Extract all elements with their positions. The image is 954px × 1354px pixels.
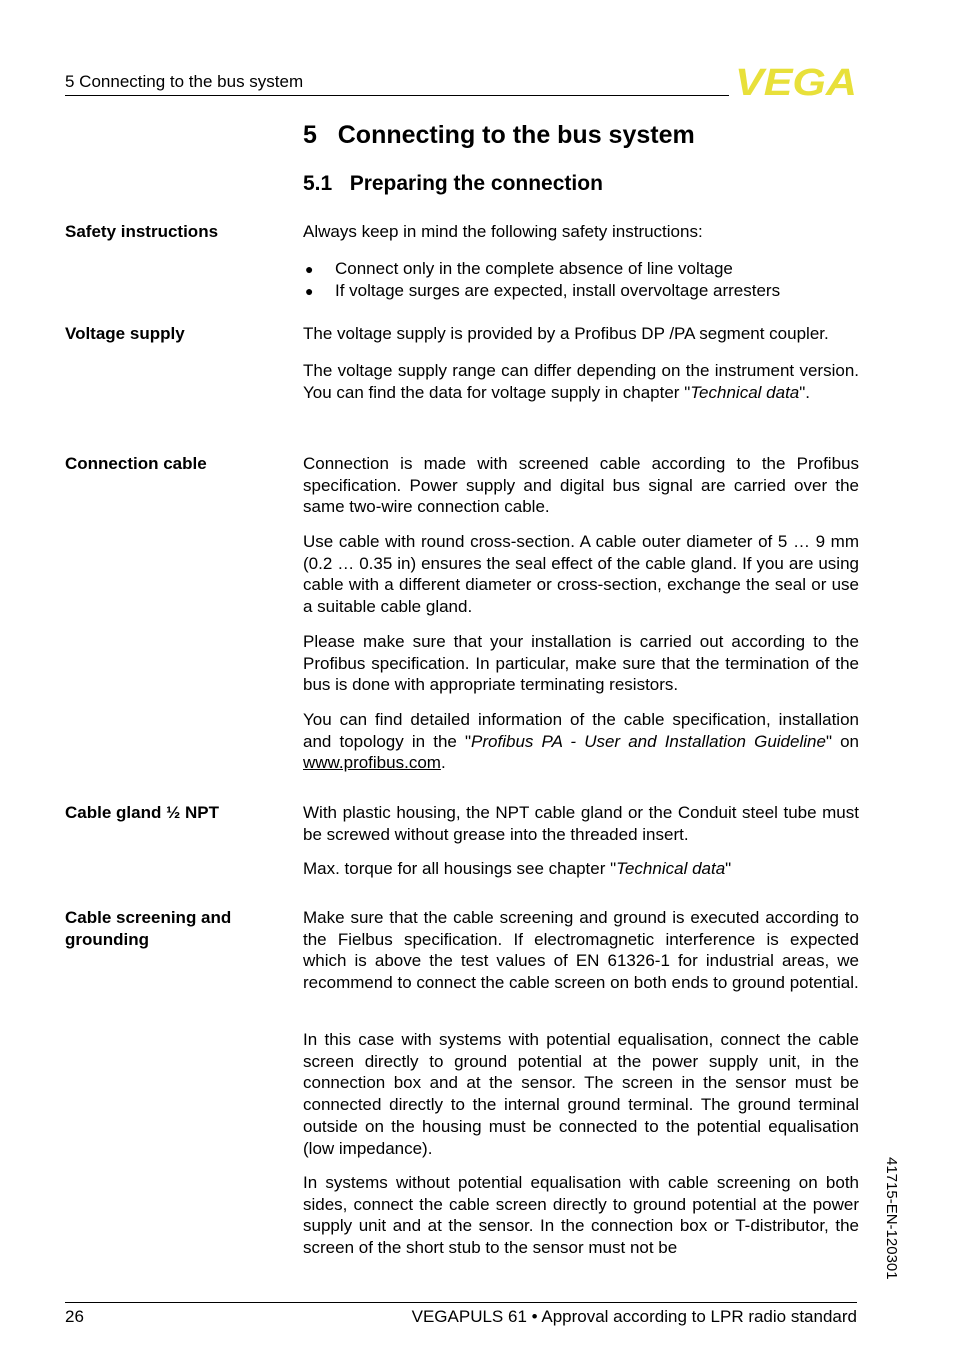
document-id: 41715-EN-120301 xyxy=(883,1157,900,1280)
screening-p3: In systems without potential equalisation with cable screening on both sides, connect the cable screen directly to ground potential at the power supply unit and at the sensor. In the connection box or T-distributor, the screen of the short stub to the sensor must not be xyxy=(303,1173,859,1258)
cable-p3: Please make sure that your installation is carried out according to the Profibus specification. In particular, make sure that the termination of the bus is done with appropriate terminating resistors. xyxy=(303,632,859,695)
voltage-p1: The voltage supply is provided by a Profibus DP /PA segment coupler. xyxy=(303,324,829,343)
bullet-icon: ● xyxy=(305,261,314,277)
list-item: ● If voltage surges are expected, install overvoltage arresters xyxy=(305,281,781,300)
sidehead-voltage: Voltage supply xyxy=(65,324,185,343)
sidehead-cable: Connection cable xyxy=(65,454,207,473)
sidehead-gland: Cable gland ½ NPT xyxy=(65,803,219,822)
list-item: ● Connect only in the complete absence of line voltage xyxy=(305,259,733,278)
voltage-p2: The voltage supply range can differ depending on the instrument version. You can find the data for voltage supply in chapter "Technical data". xyxy=(303,361,859,402)
chapter-title: 5 Connecting to the bus system xyxy=(303,121,695,149)
bullet-icon: ● xyxy=(305,283,314,299)
sidehead-screening: Cable screening and grounding xyxy=(65,908,232,949)
page-number: 26 xyxy=(65,1307,84,1326)
vega-logo-text: VEGA xyxy=(735,64,857,98)
sidehead-safety: Safety instructions xyxy=(65,222,219,241)
footer-title: VEGAPULS 61 • Approval according to LPR radio standard xyxy=(411,1307,857,1326)
header-divider xyxy=(65,95,729,96)
safety-intro: Always keep in mind the following safety instructions: xyxy=(303,222,703,241)
screening-p1: Make sure that the cable screening and ground is executed according to the Fielbus specification. If electromagnetic interference is expected which is above the test values of EN 61326-1 for industrial areas, we recommend to connect the cable screen on both ends to ground potential. xyxy=(303,908,859,993)
section-title: 5.1 Preparing the connection xyxy=(303,172,603,195)
gland-p1: With plastic housing, the NPT cable gland or the Conduit steel tube must be screwed without grease into the threaded insert. xyxy=(303,803,859,844)
running-header: 5 Connecting to the bus system xyxy=(65,72,304,91)
profibus-link[interactable]: www.profibus.com xyxy=(303,753,441,773)
gland-p2: Max. torque for all housings see chapter "Technical data" xyxy=(303,859,732,878)
cable-p4: You can find detailed information of the cable specification, installation and topology in the "Profibus PA - User and Installation Guideline" on www.profibus.com. xyxy=(303,710,860,773)
cable-p2: Use cable with round cross-section. A cable outer diameter of 5 … 9 mm (0.2 … 0.35 in) ensures the seal effect of the cable gland. If you are using cable with a different diameter or cross-section, exchange the seal or use a suitable cable gland. xyxy=(303,532,859,617)
screening-p2: In this case with systems with potential equalisation, connect the cable screen directly to ground potential at the power supply unit, in the connection box and at the sensor. The screen in the sensor must be connected directly to the internal ground terminal. The ground terminal outside on the housing must be connected to the potential equalisation (low impedance). xyxy=(303,1030,859,1158)
footer-divider xyxy=(65,1302,857,1303)
vega-logo xyxy=(735,64,857,98)
cable-p1: Connection is made with screened cable according to the Profibus specification. Power supply and digital bus signal are carried over the same two-wire connection cable. xyxy=(303,454,859,517)
